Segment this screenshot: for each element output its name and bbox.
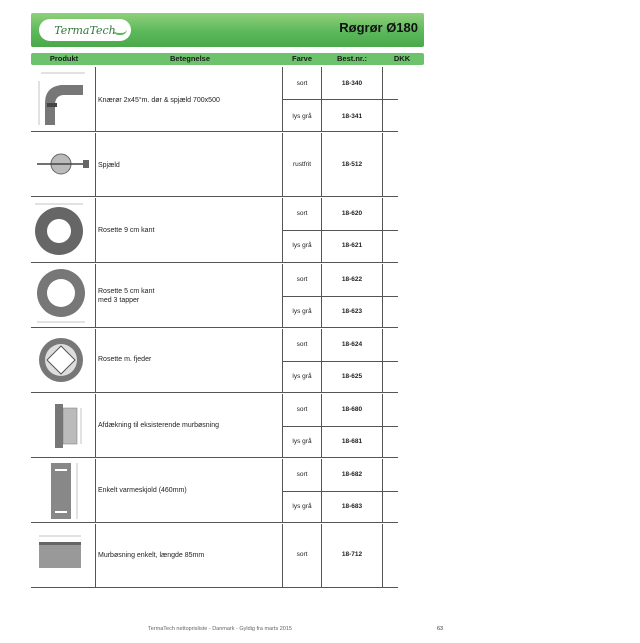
brand-logo (39, 19, 131, 41)
order-number: 18-623 (341, 308, 363, 315)
order-number: 18-624 (341, 341, 363, 348)
order-number: 18-683 (341, 503, 363, 510)
color-value: sort (296, 471, 308, 478)
product-name: Spjæld (98, 162, 120, 169)
order-number: 18-681 (341, 438, 363, 445)
color-value: sort (296, 80, 308, 87)
logo-text: TermaTech (54, 23, 116, 37)
color-value: rustfrit (292, 161, 312, 168)
color-value: lys grå (292, 113, 312, 120)
page-number: 63 (437, 626, 444, 632)
table-row (31, 67, 398, 132)
product-name-line2: med 3 tapper (98, 297, 140, 304)
product-name: Afdækning til eksisterende murbøsning (98, 422, 220, 429)
color-value: sort (296, 341, 308, 348)
product-image-rosette-5cm (31, 264, 95, 327)
order-number: 18-512 (341, 161, 363, 168)
col-name: Betegnelse (169, 54, 211, 63)
order-number: 18-620 (341, 210, 363, 217)
product-name: Rosette m. fjeder (98, 356, 152, 363)
color-value: sort (296, 210, 308, 217)
order-number: 18-625 (341, 373, 363, 380)
color-value: sort (296, 406, 308, 413)
product-name: Rosette 5 cm kant (98, 288, 155, 295)
order-number: 18-621 (341, 242, 363, 249)
col-color: Farve (291, 54, 312, 63)
col-order-number: Best.nr.: (336, 54, 367, 63)
header-banner (31, 13, 424, 47)
product-image-damper (31, 133, 95, 196)
color-value: lys grå (292, 438, 312, 445)
table-header (31, 53, 424, 65)
product-name: Enkelt varmeskjold (460mm) (98, 487, 187, 494)
table-row (31, 524, 398, 588)
col-dkk: DKK (393, 54, 411, 63)
product-image-knee-pipe (31, 67, 95, 131)
table-row (31, 133, 398, 197)
color-value: lys grå (292, 242, 312, 249)
product-image-heat-shield (31, 459, 95, 522)
table-row (31, 329, 398, 393)
order-number: 18-341 (341, 113, 363, 120)
table-row (31, 264, 398, 328)
page-title: Røgrør Ø180 (339, 20, 418, 35)
table-row (31, 459, 398, 523)
footer-text: TermaTech nettoprisliste - Danmark - Gyldig fra marts 2015 (148, 626, 292, 632)
order-number: 18-712 (341, 551, 363, 558)
color-value: sort (296, 276, 308, 283)
color-value: lys grå (292, 503, 312, 510)
product-name: Murbøsning enkelt, længde 85mm (98, 552, 205, 559)
order-number: 18-340 (341, 80, 363, 87)
order-number: 18-680 (341, 406, 363, 413)
product-name: Knærør 2x45°m. dør & spjæld 700x500 (98, 97, 220, 104)
table-row (31, 198, 398, 263)
product-image-cover-plate (31, 394, 95, 457)
color-value: sort (296, 551, 308, 558)
order-number: 18-682 (341, 471, 363, 478)
order-number: 18-622 (341, 276, 363, 283)
color-value: lys grå (292, 373, 312, 380)
product-image-rosette-spring (31, 329, 95, 392)
product-image-wall-sleeve (31, 524, 95, 587)
col-product: Produkt (49, 54, 79, 63)
product-image-rosette-9cm (31, 198, 95, 262)
table-row (31, 394, 398, 458)
color-value: lys grå (292, 308, 312, 315)
logo-swoosh-icon (113, 29, 127, 35)
product-name: Rosette 9 cm kant (98, 227, 155, 234)
